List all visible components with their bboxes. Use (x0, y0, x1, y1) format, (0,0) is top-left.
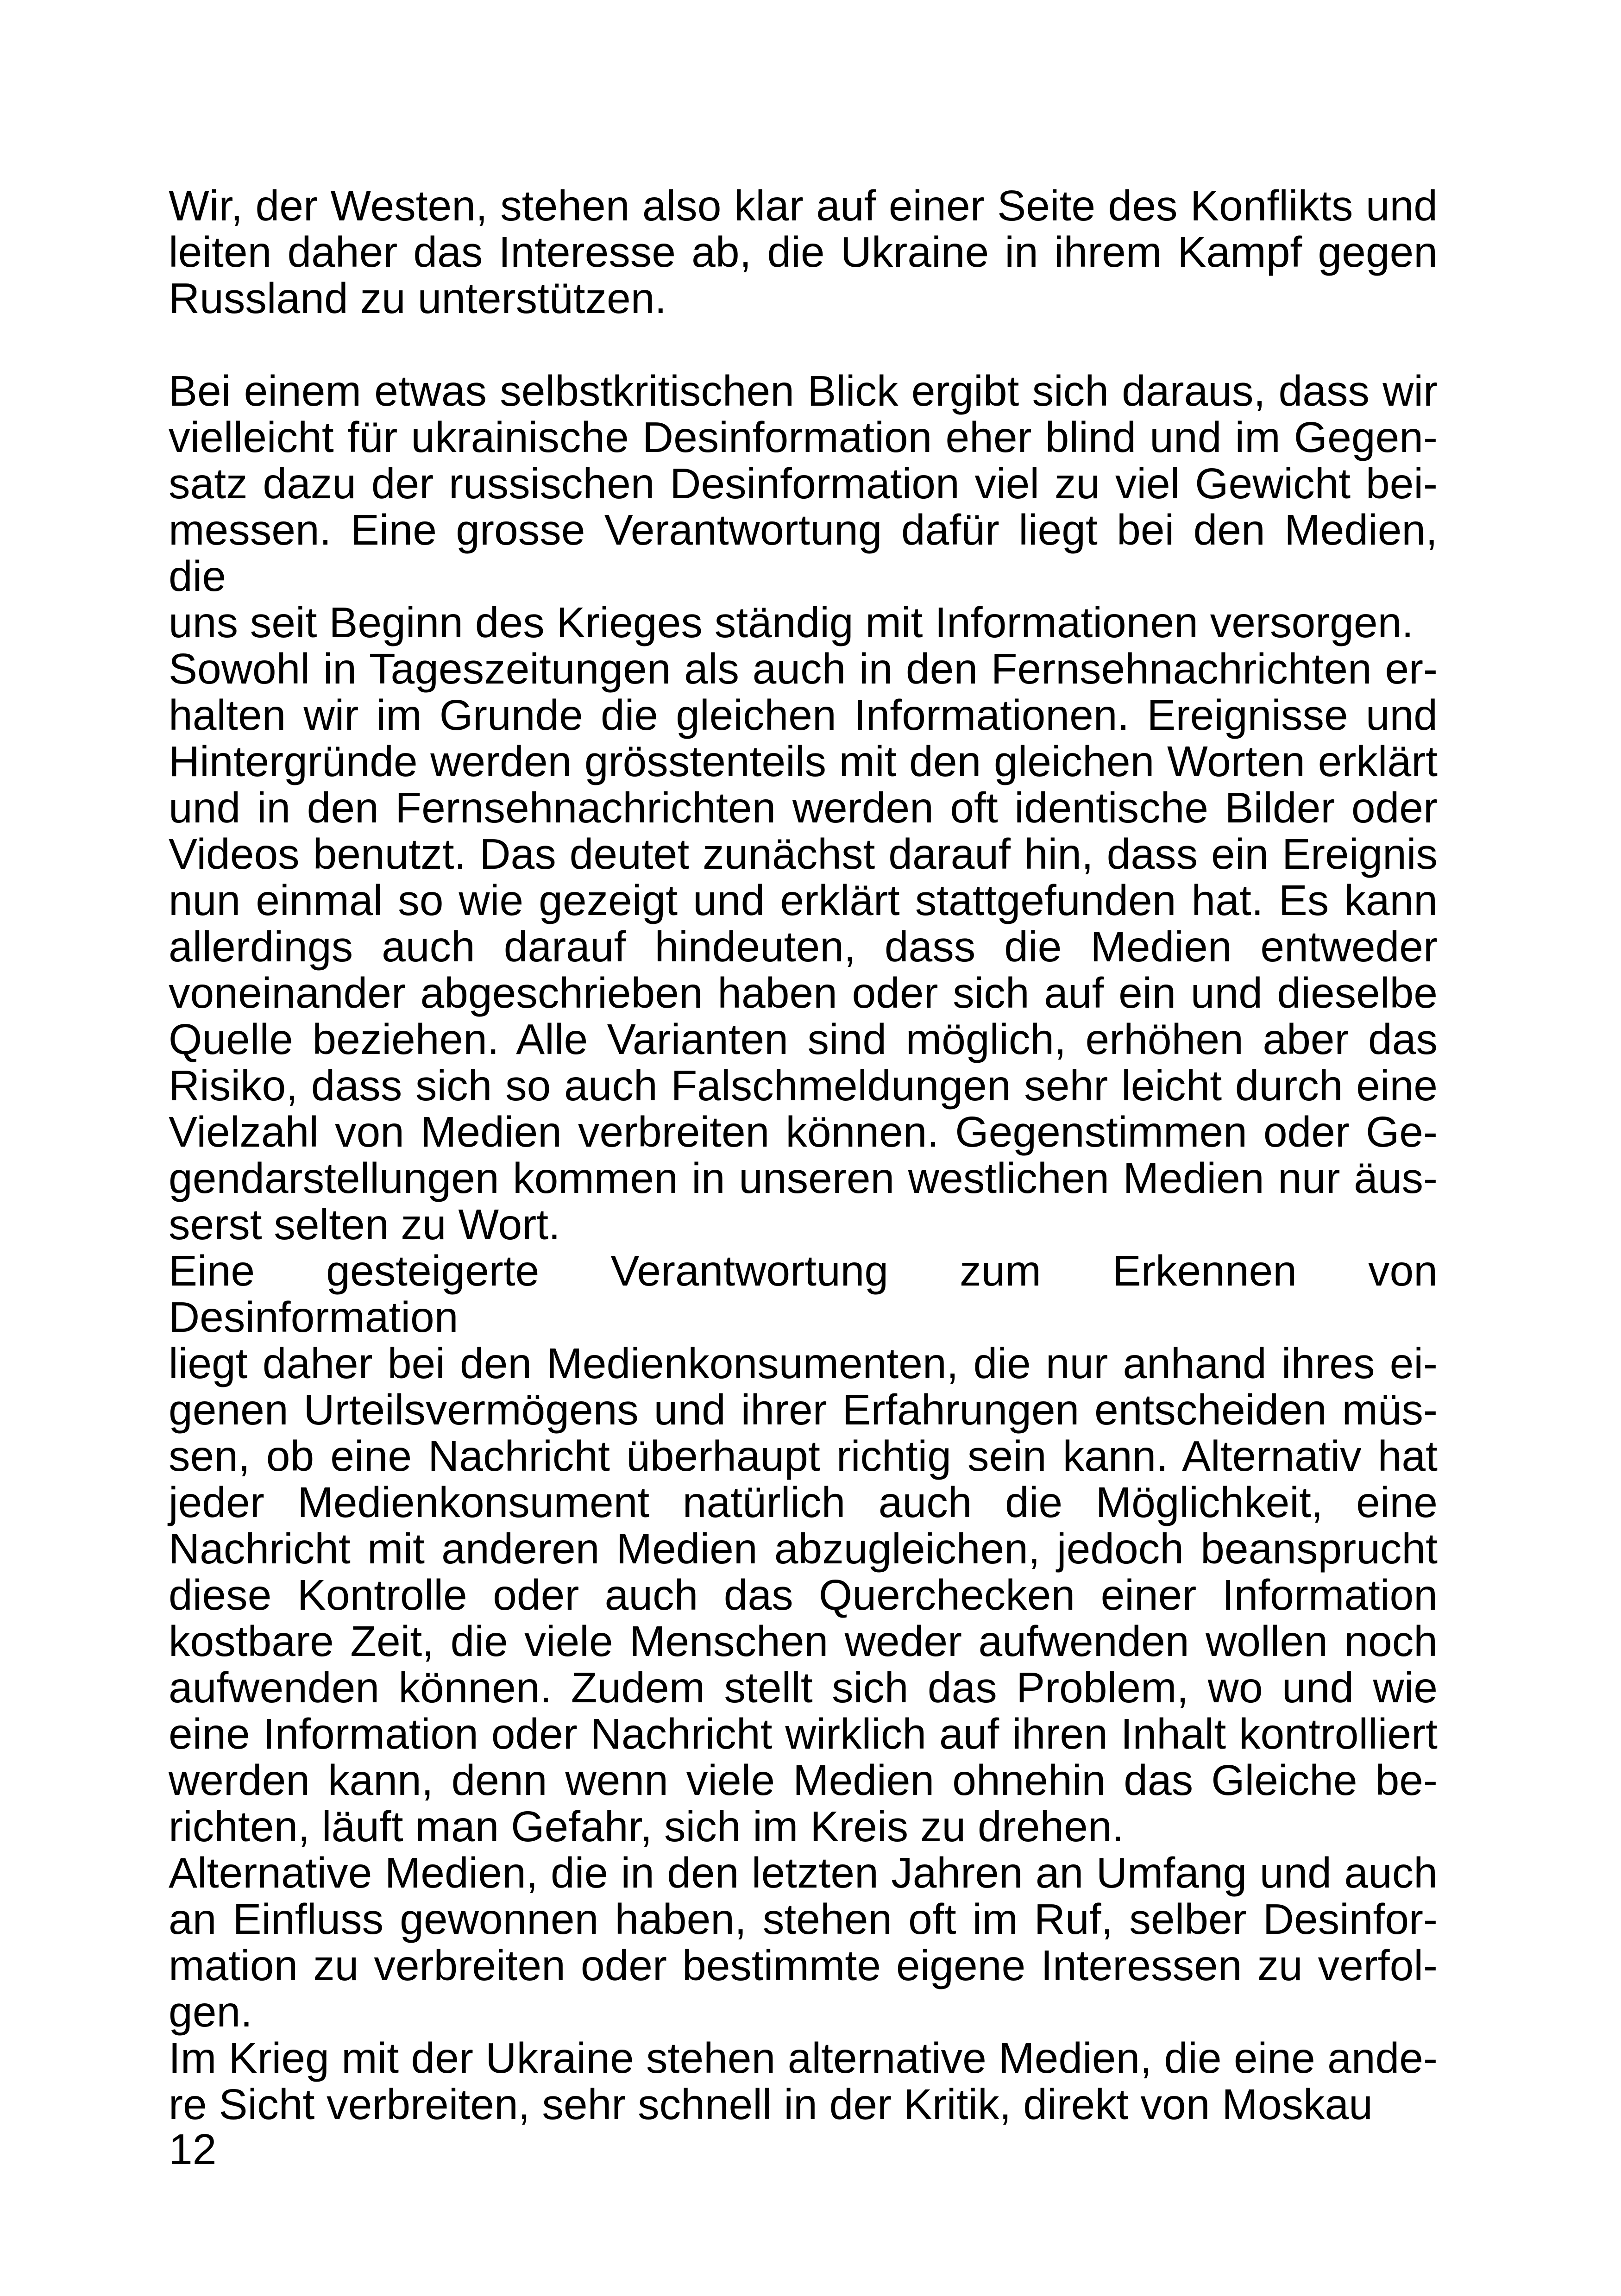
text-line: messen. Eine grosse Verantwortung dafür liegt bei den Medien, die (169, 506, 1438, 600)
paragraph (169, 646, 1438, 1248)
text-line: Sowohl in Tageszeitungen als auch in den Fernsehnachrichten er- (169, 645, 1438, 693)
text-line: Risiko, dass sich so auch Falschmeldungen sehr leicht durch eine (169, 1061, 1438, 1110)
page-number: 12 (169, 2125, 217, 2173)
text-line: Alternative Medien, die in den letzten Jahren an Umfang und auch (169, 1849, 1438, 1897)
text-line: gendarstellungen kommen in unseren westlichen Medien nur äus- (169, 1154, 1438, 1202)
text-line: halten wir im Grunde die gleichen Informationen. Ereignisse und (169, 691, 1438, 739)
text-line: nun einmal so wie gezeigt und erklärt stattgefunden hat. Es kann (169, 876, 1438, 924)
text-line: uns seit Beginn des Krieges ständig mit Informationen versorgen. (169, 598, 1414, 646)
text-line: kostbare Zeit, die viele Menschen weder aufwenden wollen noch (169, 1617, 1438, 1665)
text-line: re Sicht verbreiten, sehr schnell in der Kritik, direkt von Moskau (169, 2080, 1373, 2128)
text-line: sen, ob eine Nachricht überhaupt richtig sein kann. Alternativ hat (169, 1432, 1438, 1480)
text-line: jeder Medienkonsument natürlich auch die Möglichkeit, eine (169, 1478, 1438, 1526)
text-line: richten, läuft man Gefahr, sich im Kreis zu drehen. (169, 1802, 1124, 1851)
paragraph (169, 2035, 1438, 2127)
text-line: Wir, der Westen, stehen also klar auf einer Seite des Konflikts und (169, 182, 1438, 230)
text-line: mation zu verbreiten oder bestimmte eigene Interessen zu verfol- (169, 1941, 1438, 1989)
text-line: satz dazu der russischen Desinformation viel zu viel Gewicht bei- (169, 459, 1438, 508)
text-line: vielleicht für ukrainische Desinformation eher blind und im Gegen- (169, 413, 1438, 461)
text-line: liegt daher bei den Medienkonsumenten, die nur anhand ihres ei- (169, 1339, 1438, 1387)
text-line: voneinander abgeschrieben haben oder sich auf ein und dieselbe (169, 969, 1438, 1017)
text-line: Russland zu unterstützen. (169, 274, 667, 322)
text-line: aufwenden können. Zudem stellt sich das Problem, wo und wie (169, 1663, 1438, 1712)
text-line: leiten daher das Interesse ab, die Ukraine in ihrem Kampf gegen (169, 228, 1438, 276)
text-line: Im Krieg mit der Ukraine stehen alternative Medien, die eine ande- (169, 2034, 1438, 2082)
paragraph (169, 1248, 1438, 1850)
text-line: Videos benutzt. Das deutet zunächst darauf hin, dass ein Ereignis (169, 830, 1438, 878)
text-line: Bei einem etwas selbstkritischen Blick ergibt sich daraus, dass wir (169, 367, 1438, 415)
text-line: gen. (169, 1988, 253, 2036)
paragraph (169, 1850, 1438, 2035)
text-line: Quelle beziehen. Alle Varianten sind möglich, erhöhen aber das (169, 1015, 1438, 1063)
paragraph (169, 368, 1438, 646)
text-line: Hintergründe werden grösstenteils mit den gleichen Worten erklärt (169, 737, 1438, 785)
text-line: allerdings auch darauf hindeuten, dass die Medien entweder (169, 922, 1438, 971)
text-line: an Einfluss gewonnen haben, stehen oft im Ruf, selber Desinfor- (169, 1895, 1438, 1943)
text-line: Eine gesteigerte Verantwortung zum Erkennen von Desinformation (169, 1247, 1438, 1341)
text-line: genen Urteilsvermögens und ihrer Erfahrungen entscheiden müs- (169, 1386, 1438, 1434)
text-line: Nachricht mit anderen Medien abzugleichen, jedoch beansprucht (169, 1524, 1438, 1573)
body-text-block (169, 182, 1438, 2127)
text-line: Vielzahl von Medien verbreiten können. Gegenstimmen oder Ge- (169, 1108, 1438, 1156)
text-line: eine Information oder Nachricht wirklich auf ihren Inhalt kontrolliert (169, 1710, 1438, 1758)
text-line: diese Kontrolle oder auch das Querchecken einer Information (169, 1571, 1438, 1619)
paragraph (169, 182, 1438, 321)
text-line: serst selten zu Wort. (169, 1200, 560, 1248)
text-line: werden kann, denn wenn viele Medien ohnehin das Gleiche be- (169, 1756, 1438, 1804)
text-line: und in den Fernsehnachrichten werden oft identische Bilder oder (169, 784, 1438, 832)
